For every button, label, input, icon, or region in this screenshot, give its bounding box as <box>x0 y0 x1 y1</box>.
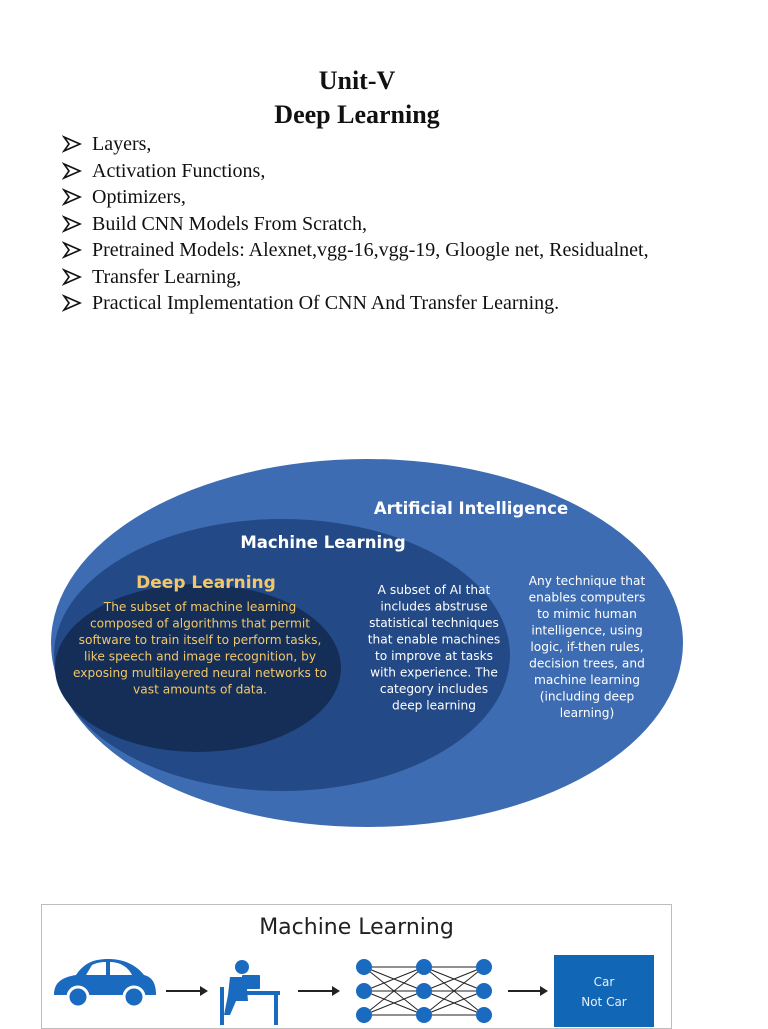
ai-description-line: enables computers <box>528 590 646 605</box>
ml-title: Machine Learning <box>240 533 406 552</box>
dl-description-line: exposing multilayered neural networks to <box>73 666 327 680</box>
list-item <box>62 184 652 211</box>
arrow-bullet-icon <box>62 158 84 184</box>
neural-network-icon <box>356 959 492 1023</box>
arrow-bullet-icon <box>62 237 84 263</box>
ml-description-line: includes abstruse <box>380 599 488 614</box>
arrow-bullet-icon <box>62 264 84 290</box>
topic-text: Activation Functions, <box>92 159 266 182</box>
output-label-car: Car <box>593 975 615 989</box>
ai-description-line: Any technique that <box>528 574 646 588</box>
list-item <box>62 211 652 238</box>
topic-list <box>62 131 652 317</box>
ml-description-line: that enable machines <box>367 632 501 647</box>
ai-description-line: machine learning <box>534 673 640 687</box>
car-icon <box>54 959 156 1007</box>
dl-description-line: software to train itself to perform tasks, <box>78 633 322 647</box>
list-item <box>62 131 652 158</box>
unit-title: Unit-V <box>318 66 396 95</box>
person-at-desk-icon <box>220 960 280 1025</box>
ai-description-line: decision trees, and <box>529 656 645 671</box>
ml-description-line: statistical techniques <box>369 616 499 630</box>
ai-description-line: (including deep <box>539 689 635 704</box>
subject-title: Deep Learning <box>274 100 440 129</box>
dl-description-line: vast amounts of data. <box>133 682 267 697</box>
ai-description-line: intelligence, using <box>531 623 643 638</box>
ml-description-line: category includes <box>379 682 489 696</box>
topic-text: Practical Implementation Of CNN And Transfer Learning. <box>92 292 560 314</box>
dl-title: Deep Learning <box>136 573 276 593</box>
topic-text: Pretrained Models: Alexnet,vgg-16,vgg-19, Gloogle net, Residualnet, <box>92 239 649 261</box>
dl-description-line: like speech and image recognition, by <box>83 649 317 664</box>
ml-description-line: to improve at tasks <box>374 649 494 663</box>
list-item <box>62 237 652 264</box>
topic-text: Layers, <box>92 133 152 155</box>
topic-text: Transfer Learning, <box>92 265 242 288</box>
ml-description-line: deep learning <box>391 698 477 713</box>
dl-description-line: The subset of machine learning <box>103 600 297 614</box>
ai-description-line: logic, if-then rules, <box>530 640 644 654</box>
arrow-bullet-icon <box>62 184 84 210</box>
classification-output-box <box>554 955 654 1027</box>
list-item <box>62 264 652 291</box>
list-item <box>62 290 652 317</box>
ml-pipeline-panel <box>41 904 672 1029</box>
ai-ml-dl-diagram <box>50 455 690 830</box>
ai-description-line: to mimic human <box>537 607 637 621</box>
arrow-icon <box>298 986 340 996</box>
output-label-not-car: Not Car <box>581 995 627 1009</box>
list-item <box>62 158 652 185</box>
topic-text: Optimizers, <box>92 186 186 208</box>
ml-pipeline-title: Machine Learning <box>259 915 454 940</box>
arrow-bullet-icon <box>62 290 84 316</box>
ml-description-line: with experience. The <box>370 665 498 680</box>
arrow-bullet-icon <box>62 211 84 237</box>
arrow-icon <box>508 986 548 996</box>
ai-description-line: learning) <box>559 706 615 720</box>
ml-description-line: A subset of AI that <box>377 583 491 597</box>
dl-description-line: composed of algorithms that permit <box>89 616 311 631</box>
arrow-bullet-icon <box>62 131 84 157</box>
topic-text: Build CNN Models From Scratch, <box>92 212 367 235</box>
arrow-icon <box>166 986 208 996</box>
ai-title: Artificial Intelligence <box>373 499 569 518</box>
ai-description <box>529 574 646 720</box>
